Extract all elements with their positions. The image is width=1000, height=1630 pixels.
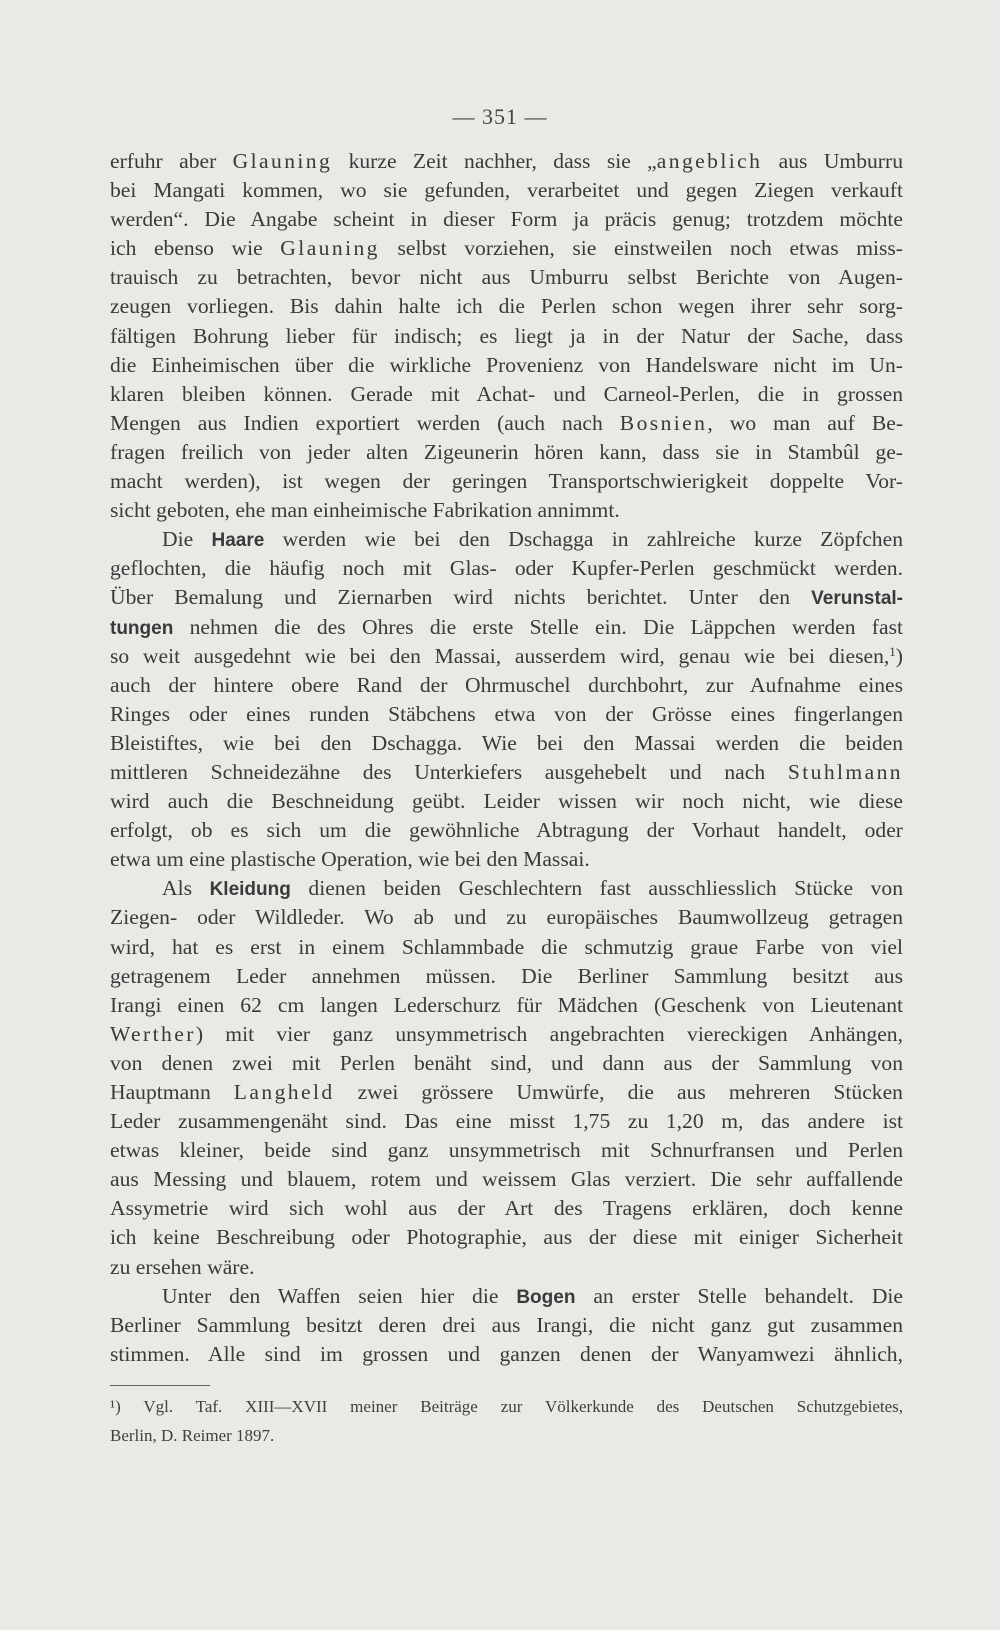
text-line	[110, 758, 903, 787]
bold-term: Verunstal-	[811, 588, 903, 610]
text-line	[110, 380, 903, 409]
text-line	[110, 700, 903, 729]
text-run: zeugen vorliegen. Bis dahin halte ich die Perlen schon wegen ihrer sehr sorg-	[110, 294, 903, 319]
text-run: fragen freilich von jeder alten Zigeunerin hören kann, dass sie in Stambûl ge-	[110, 439, 903, 464]
text-run: ) mit vier ganz unsymmetrisch angebrachten viereckigen Anhängen,	[195, 1021, 903, 1046]
text-run: stimmen. Alle sind im grossen und ganzen denen der Wanyamwezi ähnlich,	[110, 1341, 903, 1366]
text-line	[110, 409, 903, 438]
text-run: werden“. Die Angabe scheint in dieser Form ja präcis genug; trotzdem möchte	[110, 207, 903, 232]
text-run: klaren bleiben können. Gerade mit Achat- und Carneol-Perlen, die in grossen	[110, 381, 903, 406]
text-line	[110, 1107, 903, 1136]
text-line	[110, 1253, 903, 1282]
text-line	[110, 467, 903, 496]
text-line	[110, 933, 903, 962]
text-run: Die	[162, 527, 212, 552]
text-line	[110, 1020, 903, 1049]
text-line	[110, 525, 903, 554]
text-run: getragenem Leder annehmen müssen. Die Berliner Sammlung besitzt aus	[110, 963, 903, 988]
footnote-ref: 1	[889, 643, 896, 659]
footnote-line: Berlin, D. Reimer 1897.	[110, 1426, 275, 1445]
text-run: auch der hintere obere Rand der Ohrmuschel durchbohrt, zur Aufnahme eines	[110, 672, 903, 697]
text-run: geflochten, die häufig noch mit Glas- oder Kupfer-Perlen geschmückt werden.	[110, 556, 903, 581]
text-line	[110, 438, 903, 467]
text-line	[110, 1049, 903, 1078]
text-line	[110, 205, 903, 234]
text-run: die Einheimischen über die wirkliche Provenienz von Handelsware nicht im Un-	[110, 352, 903, 377]
text-run: mittleren Schneidezähne des Unterkiefers ausgehebelt und nach	[110, 759, 788, 784]
text-run: fältigen Bohrung lieber für indisch; es liegt ja in der Natur der Sache, dass	[110, 323, 903, 348]
text-run: dienen beiden Geschlechtern fast ausschliesslich Stücke von	[290, 876, 903, 901]
bold-term: Haare	[211, 530, 265, 552]
text-line	[110, 1165, 903, 1194]
text-line	[110, 729, 903, 758]
text-run: Berliner Sammlung besitzt deren drei aus Irangi, die nicht ganz gut zusammen	[110, 1312, 903, 1337]
spaced-name: Stuhlmann	[787, 759, 903, 784]
text-line	[110, 1136, 903, 1165]
text-line	[110, 1282, 903, 1311]
text-run: erfuhr aber	[110, 149, 233, 173]
text-run: etwa um eine plastische Operation, wie bei den Massai.	[110, 847, 590, 872]
text-line	[110, 583, 903, 612]
spaced-name: Glauning	[232, 149, 333, 173]
text-run: )	[895, 643, 903, 668]
text-line	[110, 554, 903, 583]
footnotes	[110, 1392, 903, 1450]
text-run: kurze Zeit nachher, dass sie „	[332, 149, 657, 173]
text-run: von denen zwei mit Perlen benäht sind, und dann aus der Sammlung von	[110, 1050, 903, 1075]
text-line	[110, 962, 903, 991]
text-run: wird, hat es erst in einem Schlammbade die schmutzig graue Farbe von viel	[110, 934, 903, 959]
text-line	[110, 1340, 903, 1369]
text-run: Ringes oder eines runden Stäbchens etwa von der Grösse eines fingerlangen	[110, 701, 903, 726]
text-run: aus Messing und blauem, rotem und weissem Glas verziert. Die sehr auffallende	[110, 1167, 903, 1192]
text-run: zwei grössere Umwürfe, die aus mehreren Stücken	[334, 1080, 903, 1104]
text-line	[110, 613, 903, 642]
text-run: Leder zusammengenäht sind. Das eine misst 1,75 zu 1,20 m, das andere ist	[110, 1109, 903, 1134]
text-run: Unter den Waffen seien hier die	[162, 1283, 517, 1308]
spaced-name: Werther	[110, 1021, 196, 1046]
text-run: bei Mangati kommen, wo sie gefunden, verarbeitet und gegen Ziegen verkauft	[110, 178, 903, 203]
footnote-rule	[110, 1385, 210, 1386]
text-run: werden wie bei den Dschagga in zahlreiche kurze Zöpfchen	[264, 527, 903, 552]
spaced-name: Glauning	[280, 236, 380, 261]
text-line	[110, 1078, 903, 1107]
text-run: Assymetrie wird sich wohl aus der Art des Tragens erklären, doch kenne	[110, 1196, 903, 1221]
text-run: etwas kleiner, beide sind ganz unsymmetrisch mit Schnurfransen und Perlen	[110, 1138, 903, 1163]
text-run: sicht geboten, ehe man einheimische Fabrikation annimmt.	[110, 498, 620, 523]
bold-term: Bogen	[516, 1286, 576, 1308]
text-run: trauisch zu betrachten, bevor nicht aus Umburru selbst Berichte von Augen-	[110, 265, 903, 290]
bold-term: Kleidung	[209, 879, 291, 901]
text-run: aus Umburru	[762, 149, 903, 173]
text-line	[110, 322, 903, 351]
text-line	[110, 234, 903, 263]
text-line	[110, 1194, 903, 1223]
spaced-name: Bosnien	[619, 410, 708, 435]
text-run: ich ebenso wie	[110, 236, 281, 261]
text-line	[110, 671, 903, 700]
text-run: Ziegen- oder Wildleder. Wo ab und zu europäisches Baumwollzeug getragen	[110, 905, 903, 930]
text-run: selbst vorziehen, sie einstweilen noch etwas miss-	[379, 236, 903, 261]
text-line	[110, 642, 903, 671]
text-run: zu ersehen wäre.	[110, 1254, 255, 1279]
text-run: an erster Stelle behandelt. Die	[575, 1283, 903, 1308]
text-run: ich keine Beschreibung oder Photographie, aus der diese mit einiger Sicherheit	[110, 1225, 903, 1250]
body-text	[110, 147, 903, 1369]
text-line	[110, 845, 903, 874]
text-line	[110, 1223, 903, 1252]
text-line	[110, 903, 903, 932]
bold-term: tungen	[110, 617, 174, 639]
text-line	[110, 147, 903, 176]
text-line	[110, 874, 903, 903]
text-run: Mengen aus Indien exportiert werden (auch nach	[110, 410, 620, 435]
text-run: Bleistiftes, wie bei den Dschagga. Wie bei den Massai werden die beiden	[110, 730, 903, 755]
text-run: Hauptmann	[110, 1080, 234, 1104]
text-line	[110, 991, 903, 1020]
text-line	[110, 176, 903, 205]
spaced-name: Langheld	[233, 1080, 335, 1104]
spaced-name: angeblich	[656, 149, 763, 173]
text-line	[110, 787, 903, 816]
text-run: wird auch die Beschneidung geübt. Leider wissen wir noch nicht, wie diese	[110, 789, 903, 814]
page-number: — 351 —	[452, 104, 548, 129]
footnote-line: ¹) Vgl. Taf. XIII—XVII meiner Beiträge zur Völkerkunde des Deutschen Schutzgebietes,	[110, 1397, 903, 1416]
text-line	[110, 263, 903, 292]
text-run: Über Bemalung und Ziernarben wird nichts berichtet. Unter den	[110, 585, 812, 610]
text-line	[110, 292, 903, 321]
text-line	[110, 351, 903, 380]
text-line	[110, 816, 903, 845]
text-run: nehmen die des Ohres die erste Stelle ein. Die Läppchen werden fast	[173, 614, 903, 639]
text-run: macht werden), ist wegen der geringen Transportschwierigkeit doppelte Vor-	[110, 469, 903, 494]
text-run: , wo man auf Be-	[707, 410, 903, 435]
text-run: Irangi einen 62 cm langen Lederschurz für Mädchen (Geschenk von Lieutenant	[110, 992, 903, 1017]
text-run: Als	[162, 876, 210, 901]
text-line	[110, 496, 903, 525]
text-run: erfolgt, ob es sich um die gewöhnliche Abtragung der Vorhaut handelt, oder	[110, 818, 903, 843]
text-run: so weit ausgedehnt wie bei den Massai, ausserdem wird, genau wie bei diesen,	[110, 643, 890, 668]
text-line	[110, 1311, 903, 1340]
